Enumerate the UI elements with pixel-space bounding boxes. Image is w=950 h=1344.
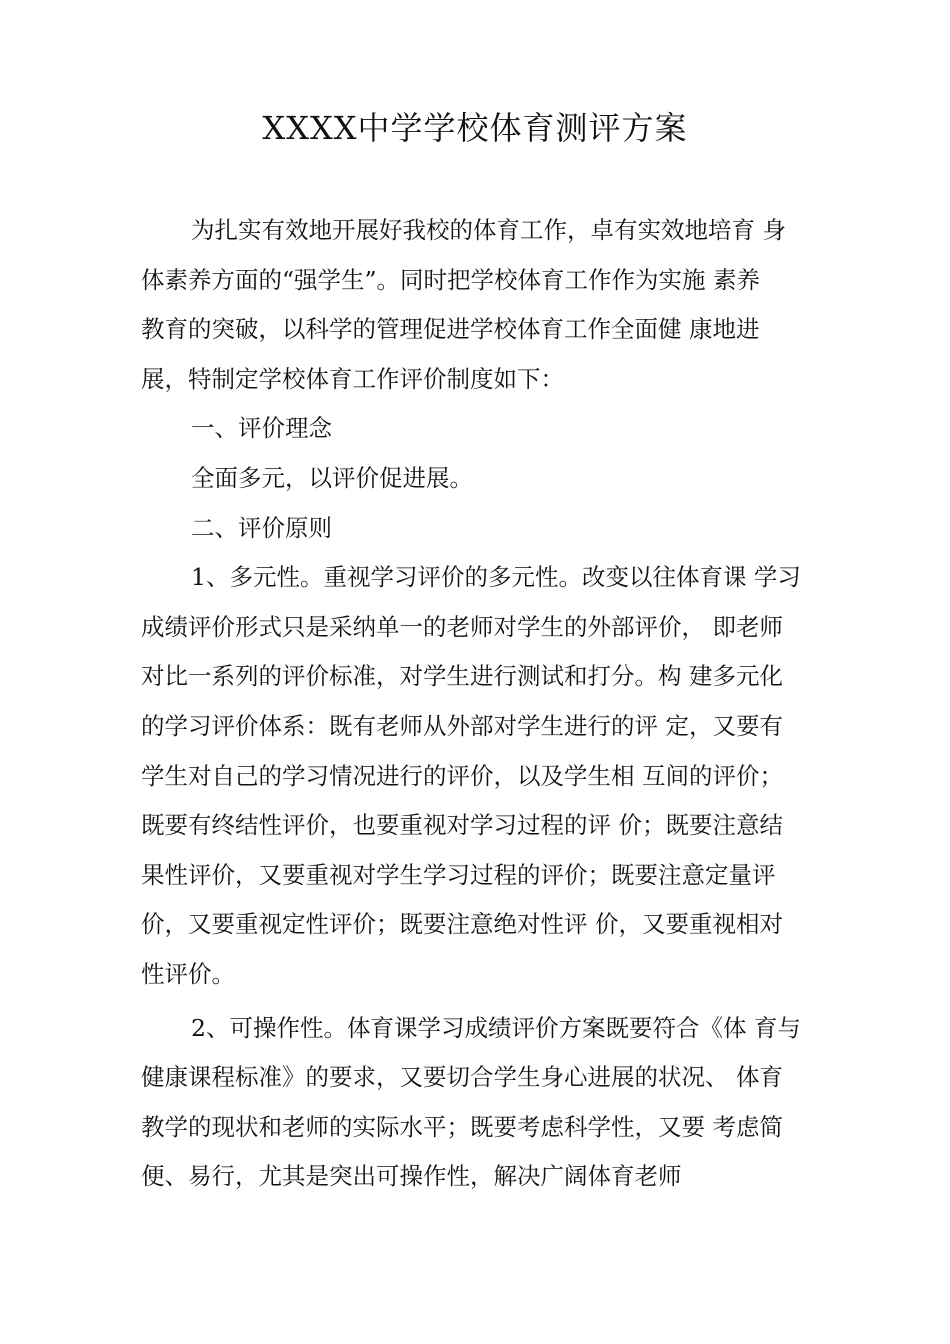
paragraph-line: 性评价。 <box>141 959 235 988</box>
paragraph-line: 1、多元性。重视学习评价的多元性。改变以往体育课 学习 <box>191 563 801 592</box>
paragraph-line: 健康课程标准》的要求，又要切合学生身心进展的状况、 体育 <box>141 1063 783 1092</box>
document-title: XXXX中学学校体育测评方案 <box>262 109 688 147</box>
paragraph-line: 便、易行，尤其是突出可操作性，解决广阔体育老师 <box>141 1162 682 1191</box>
paragraph-line: 2、可操作性。体育课学习成绩评价方案既要符合《体 育与 <box>191 1013 801 1042</box>
paragraph-line: 的学习评价体系：既有老师从外部对学生进行的评 定，又要有 <box>141 711 783 740</box>
paragraph-line: 果性评价，又要重视对学生学习过程的评价；既要注意定量评 <box>141 860 776 889</box>
paragraph-line: 对比一系列的评价标准，对学生进行测试和打分。构 建多元化 <box>141 662 783 691</box>
paragraph-line: 价，又要重视定性评价；既要注意绝对性评 价，又要重视相对 <box>141 910 783 939</box>
paragraph-line: 成绩评价形式只是采纳单一的老师对学生的外部评价， 即老师 <box>141 612 783 641</box>
paragraph-line: 为扎实有效地开展好我校的体育工作，卓有实效地培育 身 <box>191 216 786 244</box>
section-heading-principles: 二、评价原则 <box>191 513 332 542</box>
paragraph-line: 学生对自己的学习情况进行的评价，以及学生相 互间的评价； <box>141 761 783 790</box>
paragraph-line: 教学的现状和老师的实际水平；既要考虑科学性，又要 考虑简 <box>141 1112 783 1141</box>
paragraph-line: 教育的突破，以科学的管理促进学校体育工作全面健 康地进 <box>141 315 760 344</box>
paragraph-line: 全面多元，以评价促进展。 <box>191 463 473 492</box>
paragraph-line: 既要有终结性评价，也要重视对学习过程的评 价；既要注意结 <box>141 811 783 840</box>
paragraph-line: 体素养方面的“强学生”。同时把学校体育工作作为实施 素养 <box>141 265 760 294</box>
paragraph-line: 展，特制定学校体育工作评价制度如下： <box>141 364 564 393</box>
document-body <box>141 206 841 1202</box>
section-heading-philosophy: 一、评价理念 <box>191 414 332 443</box>
